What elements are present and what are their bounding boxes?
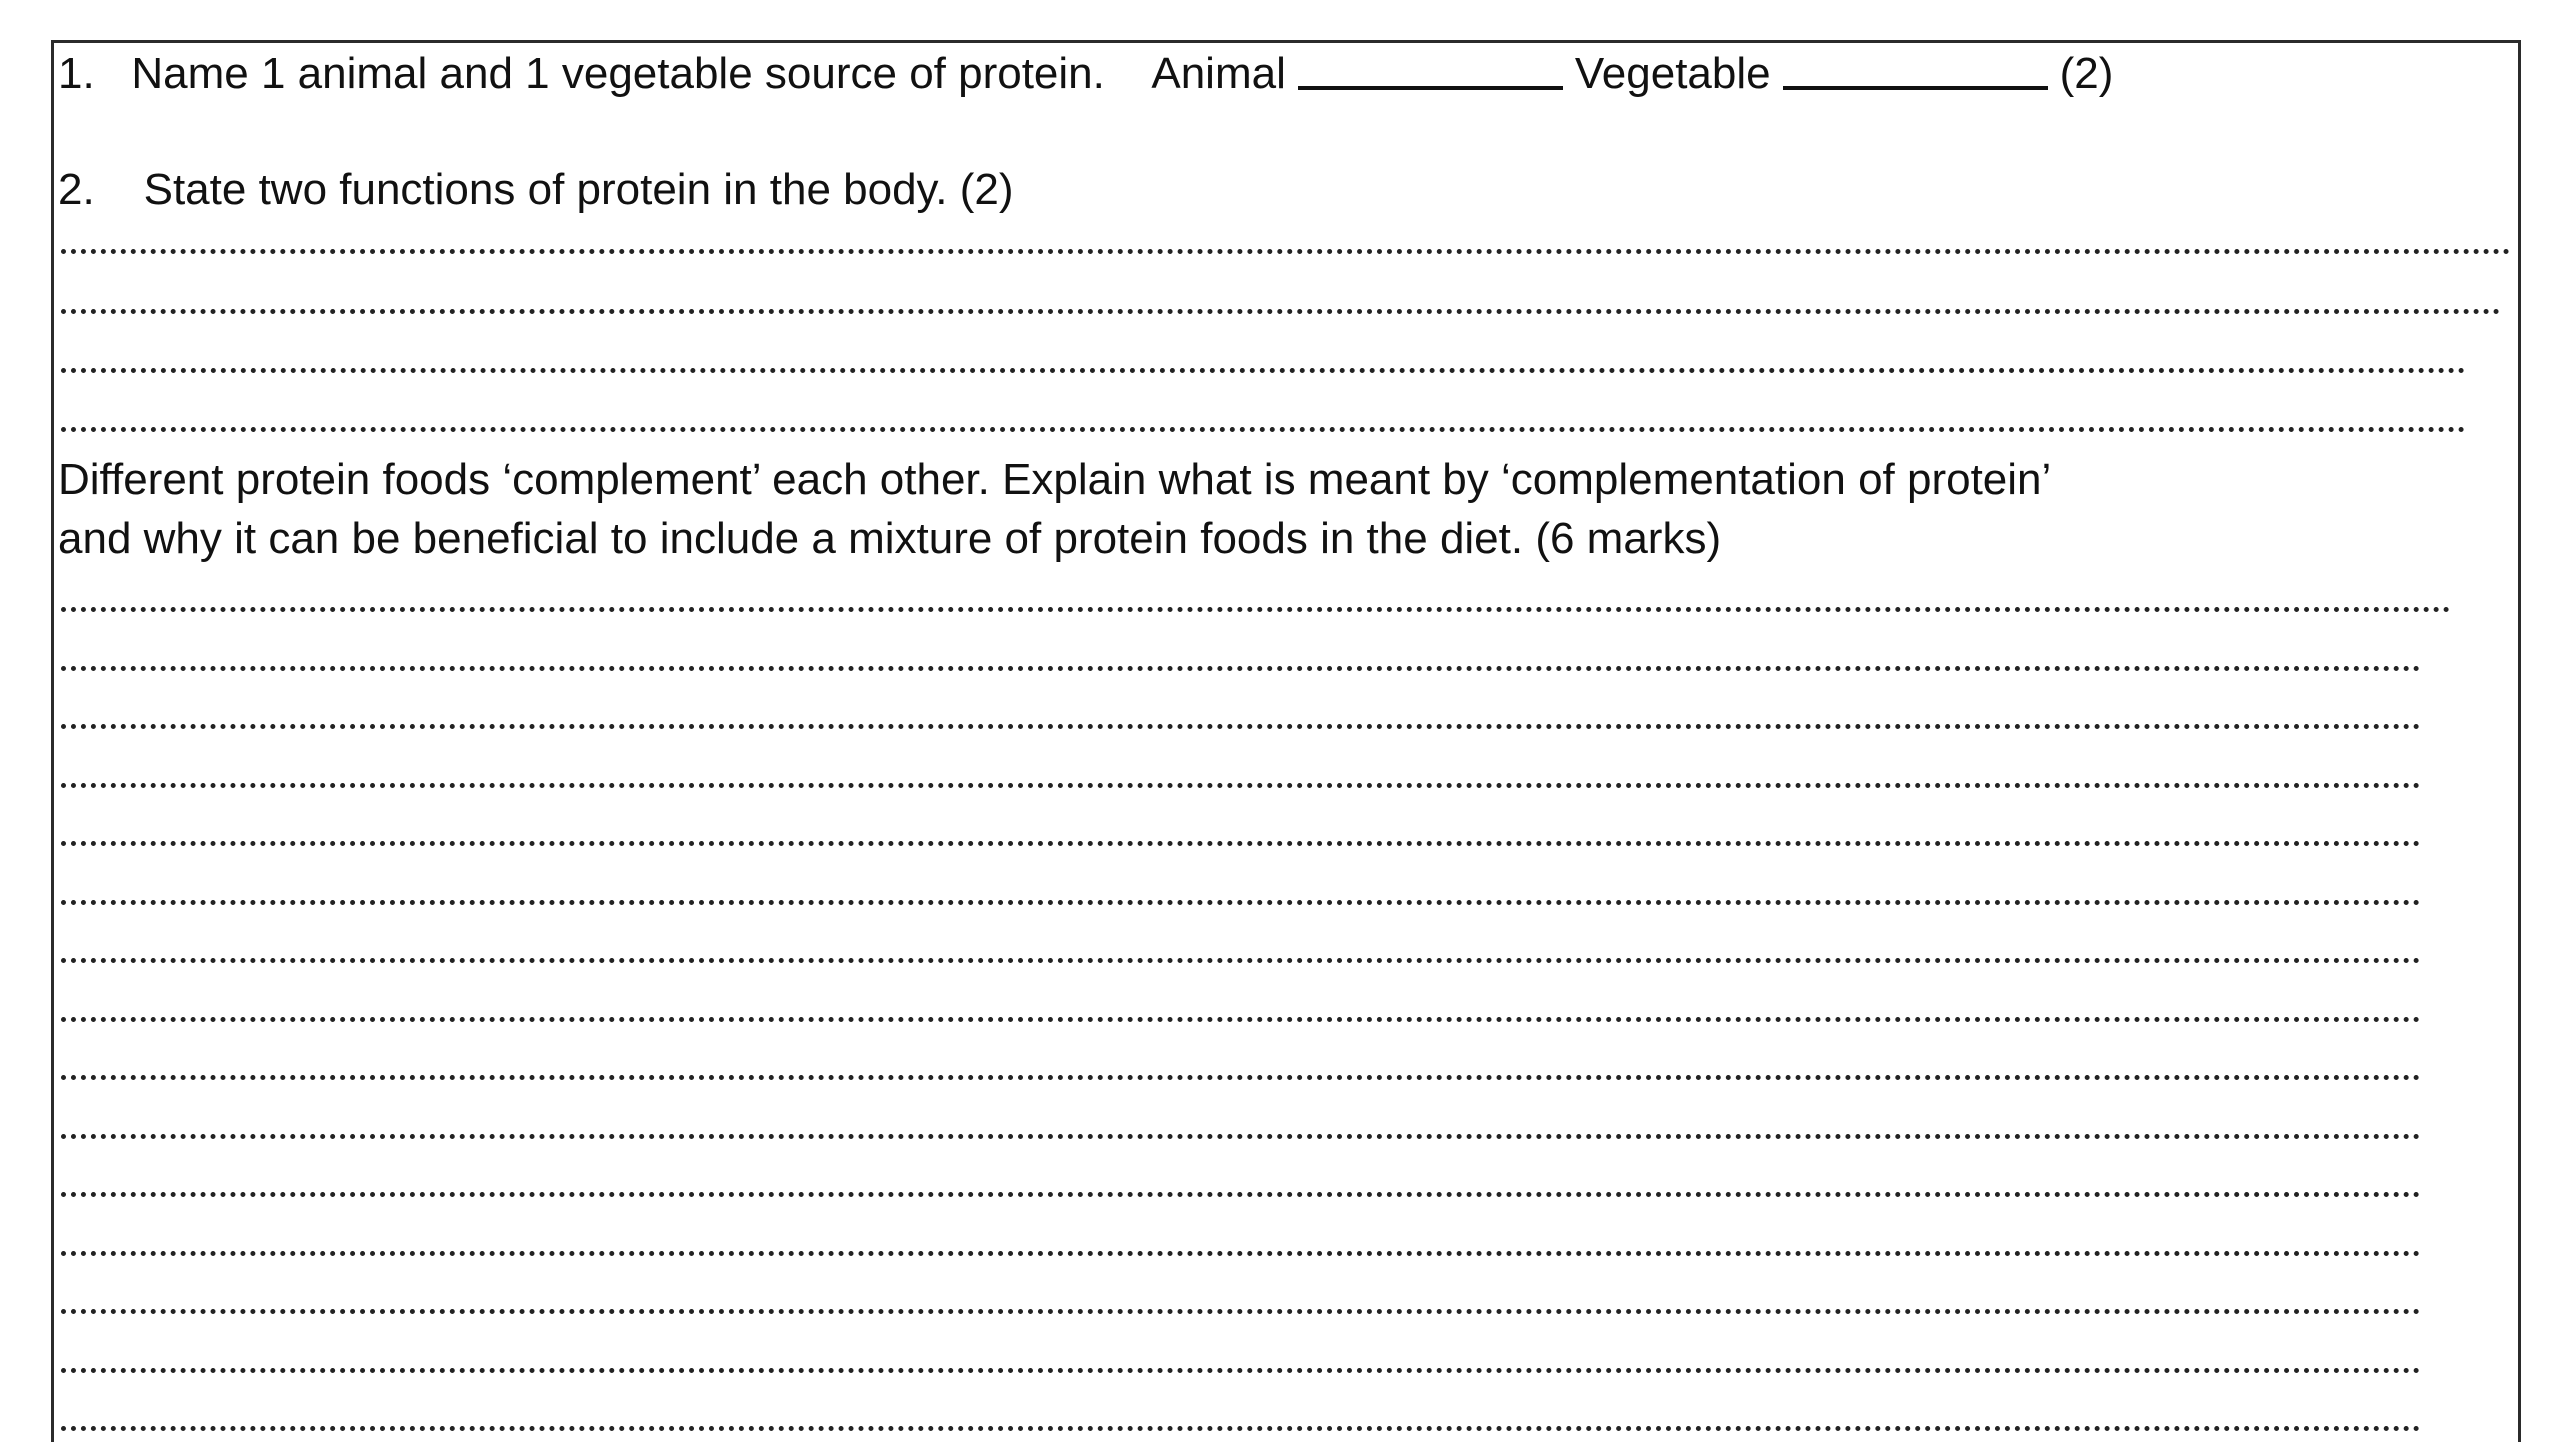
animal-answer-blank[interactable] <box>1298 86 1563 90</box>
question-2-number: 2. <box>58 165 95 214</box>
q3-answer-line[interactable] <box>61 724 2421 729</box>
question-2-text: State two functions of protein in the body. (2) <box>143 165 1014 214</box>
q3-answer-line[interactable] <box>61 1192 2421 1197</box>
q3-answer-line[interactable] <box>61 1309 2421 1314</box>
question-3-line-1: Different protein foods ‘complement’ each other. Explain what is meant by ‘complementation of protein’ <box>58 455 2052 504</box>
q3-answer-line[interactable] <box>61 1251 2421 1256</box>
animal-label: Animal <box>1151 49 1286 98</box>
vegetable-answer-blank[interactable] <box>1783 86 2048 90</box>
worksheet-box <box>51 40 2521 1442</box>
q2-answer-line[interactable] <box>61 309 2501 314</box>
q3-answer-line[interactable] <box>61 607 2451 612</box>
q3-answer-line[interactable] <box>61 783 2421 788</box>
q2-answer-line[interactable] <box>61 427 2466 432</box>
q2-answer-line[interactable] <box>61 368 2466 373</box>
vegetable-label: Vegetable <box>1574 49 1771 98</box>
q3-answer-line[interactable] <box>61 1017 2421 1022</box>
question-3-line-2: and why it can be beneficial to include a mixture of protein foods in the diet. (6 marks) <box>58 514 1722 563</box>
q3-answer-line[interactable] <box>61 900 2421 905</box>
q2-answer-line[interactable] <box>61 249 2511 254</box>
q3-answer-line[interactable] <box>61 1134 2421 1139</box>
q3-answer-line[interactable] <box>61 958 2421 963</box>
question-1-marks: (2) <box>2059 49 2114 98</box>
q3-answer-line[interactable] <box>61 1426 2421 1431</box>
q3-answer-line[interactable] <box>61 1075 2421 1080</box>
question-1 <box>58 47 2113 101</box>
question-1-number: 1. <box>58 49 95 98</box>
q3-answer-line[interactable] <box>61 841 2421 846</box>
question-1-text: Name 1 animal and 1 vegetable source of protein. <box>131 49 1105 98</box>
question-2 <box>58 163 1014 217</box>
q3-answer-line[interactable] <box>61 666 2421 671</box>
q3-answer-line[interactable] <box>61 1368 2421 1373</box>
